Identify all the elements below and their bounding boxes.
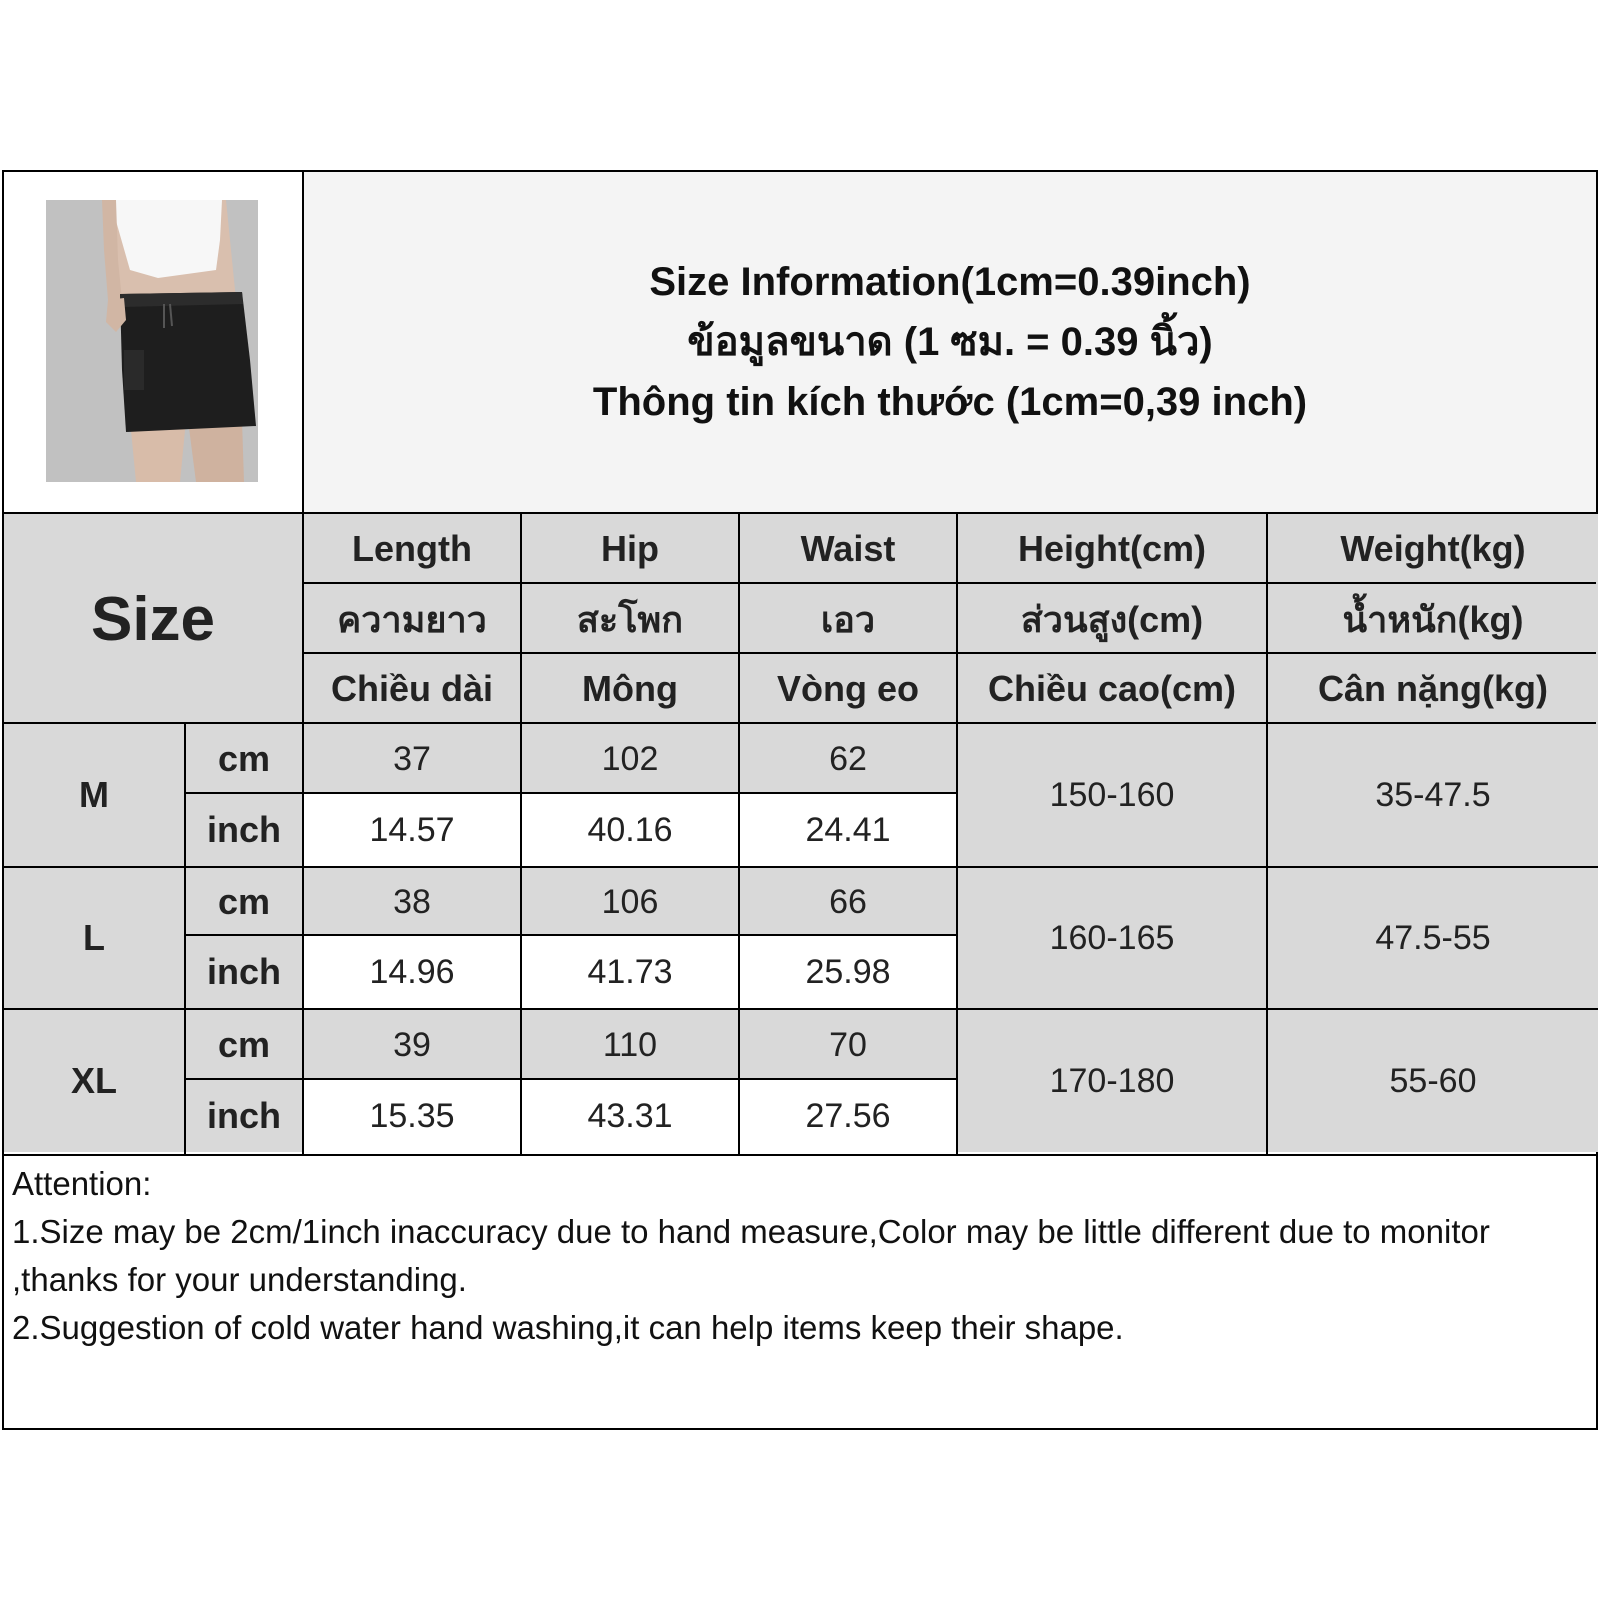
l-hip-inch: 41.73 <box>522 936 738 1008</box>
xl-length-cm: 39 <box>304 1010 520 1080</box>
col-waist-th: เอว <box>740 584 956 654</box>
grid-line <box>4 722 1596 724</box>
size-xl: XL <box>4 1010 184 1152</box>
col-length-vi: Chiều dài <box>304 654 520 724</box>
unit-inch: inch <box>186 1080 302 1152</box>
l-length-inch: 14.96 <box>304 936 520 1008</box>
l-weight: 47.5-55 <box>1268 868 1598 1008</box>
grid-line <box>1266 514 1268 1154</box>
col-height-vi: Chiều cao(cm) <box>958 654 1266 724</box>
xl-hip-inch: 43.31 <box>522 1080 738 1152</box>
m-hip-cm: 102 <box>522 724 738 794</box>
col-height-en: Height(cm) <box>958 514 1266 584</box>
xl-length-inch: 15.35 <box>304 1080 520 1152</box>
m-length-cm: 37 <box>304 724 520 794</box>
col-weight-th: น้ำหนัก(kg) <box>1268 584 1598 654</box>
notes-heading: Attention: <box>12 1165 152 1202</box>
title-vietnamese: Thông tin kích thước (1cm=0,39 inch) <box>592 380 1308 424</box>
col-waist-en: Waist <box>740 514 956 584</box>
xl-weight: 55-60 <box>1268 1010 1598 1152</box>
unit-inch: inch <box>186 936 302 1008</box>
title-english: Size Information(1cm=0.39inch) <box>649 260 1251 304</box>
xl-waist-inch: 27.56 <box>740 1080 956 1152</box>
product-photo-cell <box>4 172 304 514</box>
col-height-th: ส่วนสูง(cm) <box>958 584 1266 654</box>
size-l: L <box>4 868 184 1008</box>
grid-line <box>738 514 740 1154</box>
grid-line <box>4 866 1596 868</box>
grid-line <box>4 1008 1596 1010</box>
size-header: Size <box>4 514 302 724</box>
title-thai: ข้อมูลขนาด (1 ซม. = 0.39 นิ้ว) <box>687 320 1213 364</box>
l-waist-inch: 25.98 <box>740 936 956 1008</box>
unit-inch: inch <box>186 794 302 866</box>
xl-height: 170-180 <box>958 1010 1266 1152</box>
grid-line <box>304 582 1596 584</box>
grid-line <box>520 514 522 1154</box>
title-block <box>304 172 1596 514</box>
l-waist-cm: 66 <box>740 868 956 936</box>
grid-line <box>302 514 304 1154</box>
col-hip-vi: Mông <box>522 654 738 724</box>
notes-line-1: 1.Size may be 2cm/1inch inaccuracy due to hand measure,Color may be little different due to monitor ,thanks for your understanding. <box>12 1213 1490 1298</box>
m-waist-cm: 62 <box>740 724 956 794</box>
l-length-cm: 38 <box>304 868 520 936</box>
grid-line <box>956 514 958 1154</box>
col-weight-vi: Cân nặng(kg) <box>1268 654 1598 724</box>
l-hip-cm: 106 <box>522 868 738 936</box>
col-waist-vi: Vòng eo <box>740 654 956 724</box>
xl-waist-cm: 70 <box>740 1010 956 1080</box>
col-hip-th: สะโพก <box>522 584 738 654</box>
m-waist-inch: 24.41 <box>740 794 956 866</box>
attention-notes <box>4 1154 1596 1428</box>
col-length-th: ความยาว <box>304 584 520 654</box>
notes-line-2: 2.Suggestion of cold water hand washing,it can help items keep their shape. <box>12 1309 1124 1346</box>
col-weight-en: Weight(kg) <box>1268 514 1598 584</box>
product-photo <box>46 200 258 482</box>
col-hip-en: Hip <box>522 514 738 584</box>
unit-cm: cm <box>186 1010 302 1080</box>
l-height: 160-165 <box>958 868 1266 1008</box>
size-chart <box>2 170 1598 1430</box>
unit-cm: cm <box>186 724 302 794</box>
xl-hip-cm: 110 <box>522 1010 738 1080</box>
m-weight: 35-47.5 <box>1268 724 1598 866</box>
m-hip-inch: 40.16 <box>522 794 738 866</box>
size-m: M <box>4 724 184 866</box>
grid-line <box>184 724 186 1154</box>
m-height: 150-160 <box>958 724 1266 866</box>
grid-line <box>304 652 1596 654</box>
unit-cm: cm <box>186 868 302 936</box>
col-length-en: Length <box>304 514 520 584</box>
m-length-inch: 14.57 <box>304 794 520 866</box>
